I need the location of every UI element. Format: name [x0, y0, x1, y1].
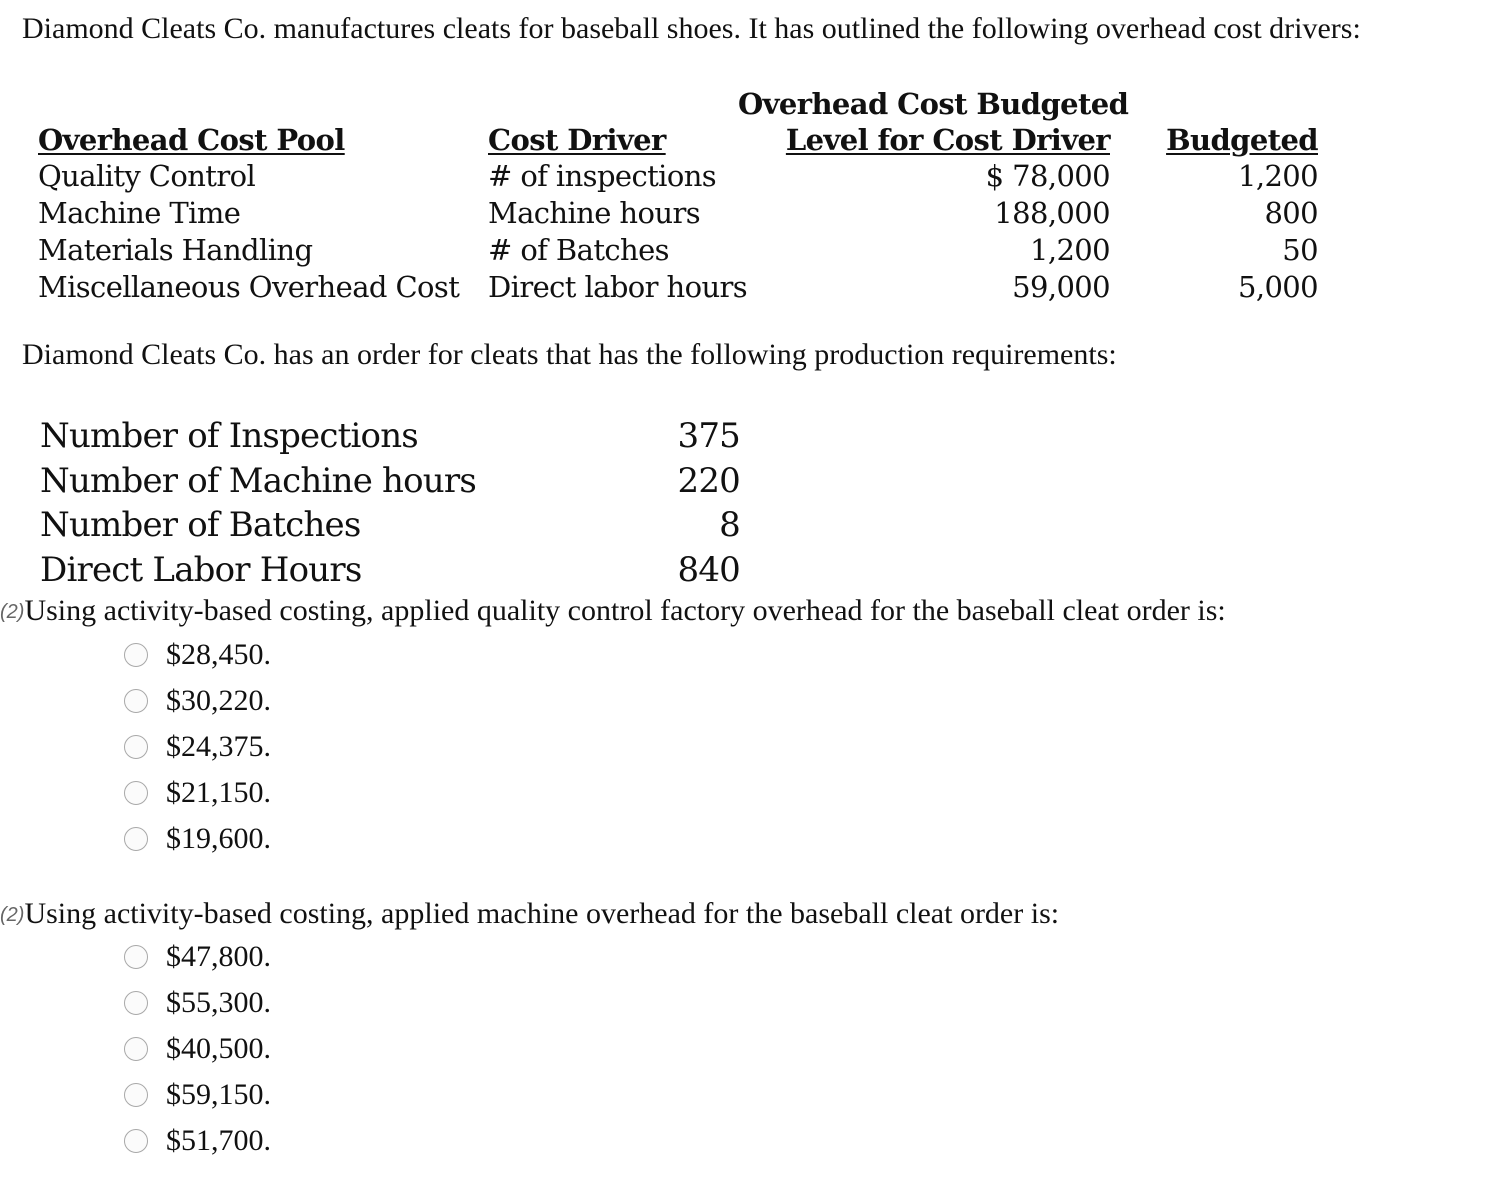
- option-label[interactable]: $21,150.: [166, 776, 271, 809]
- requirement-label: Number of Machine hours: [40, 460, 476, 501]
- header-level-line1: Overhead Cost Budgeted: [738, 87, 1129, 121]
- requirement-row: [40, 414, 740, 459]
- cell-level: 1,200: [1029, 233, 1110, 267]
- header-cost-driver: Cost Driver: [488, 123, 666, 157]
- option-label[interactable]: $28,450.: [166, 638, 271, 671]
- cell-pool: Quality Control: [38, 159, 256, 193]
- cell-level: $ 78,000: [985, 159, 1110, 193]
- radio-button[interactable]: [124, 781, 148, 805]
- radio-button[interactable]: [124, 1129, 148, 1153]
- option-label[interactable]: $59,150.: [166, 1078, 271, 1111]
- radio-button[interactable]: [124, 945, 148, 969]
- question-1-options: [124, 632, 271, 862]
- cell-driver: Direct labor hours: [488, 270, 748, 304]
- radio-button[interactable]: [124, 689, 148, 713]
- answer-option[interactable]: [124, 816, 271, 862]
- header-overhead-cost-pool: Overhead Cost Pool: [38, 123, 345, 157]
- cell-budgeted: 5,000: [1237, 270, 1318, 304]
- question-points: (2): [0, 601, 25, 623]
- answer-option[interactable]: [124, 632, 271, 678]
- answer-option[interactable]: [124, 678, 271, 724]
- question-text: Using activity-based costing, applied quality control factory overhead for the baseball cleat order is:: [24, 594, 1226, 627]
- option-label[interactable]: $51,700.: [166, 1124, 271, 1157]
- cell-driver: Machine hours: [488, 196, 700, 230]
- overhead-cost-table: [38, 86, 1328, 306]
- column-budgeted-level: [738, 86, 1129, 306]
- cell-pool: Miscellaneous Overhead Cost: [38, 270, 460, 304]
- radio-button[interactable]: [124, 1037, 148, 1061]
- requirement-label: Number of Batches: [40, 505, 361, 545]
- column-overhead-cost-pool: [38, 86, 468, 306]
- question-2: [0, 897, 1059, 931]
- answer-option[interactable]: [124, 980, 271, 1026]
- requirement-value: 375: [677, 416, 740, 456]
- question-points: (2): [0, 904, 25, 926]
- answer-option[interactable]: [124, 934, 271, 980]
- option-label[interactable]: $47,800.: [166, 940, 271, 973]
- option-label[interactable]: $19,600.: [166, 822, 271, 855]
- option-label[interactable]: $40,500.: [166, 1032, 271, 1065]
- cell-budgeted: 800: [1264, 196, 1318, 230]
- requirement-value: 840: [677, 549, 740, 590]
- cell-level: 188,000: [994, 196, 1110, 230]
- answer-option[interactable]: [124, 1026, 271, 1072]
- requirement-label: Direct Labor Hours: [40, 549, 362, 590]
- cell-pool: Machine Time: [38, 196, 241, 230]
- radio-button[interactable]: [124, 827, 148, 851]
- requirement-label: Number of Inspections: [40, 416, 418, 456]
- radio-button[interactable]: [124, 991, 148, 1015]
- answer-option[interactable]: [124, 724, 271, 770]
- cell-driver: # of inspections: [488, 159, 717, 193]
- intro-text: Diamond Cleats Co. manufactures cleats for baseball shoes. It has outlined the following overhead cost drivers:: [22, 12, 1361, 45]
- radio-button[interactable]: [124, 735, 148, 759]
- requirement-row: [40, 459, 740, 504]
- requirement-value: 220: [677, 460, 740, 501]
- option-label[interactable]: $55,300.: [166, 986, 271, 1019]
- cell-pool: Materials Handling: [38, 233, 313, 267]
- requirement-row: [40, 548, 740, 593]
- answer-option[interactable]: [124, 1118, 271, 1164]
- answer-option[interactable]: [124, 770, 271, 816]
- cell-budgeted: 50: [1282, 233, 1318, 267]
- header-level-line2: Level for Cost Driver: [785, 123, 1110, 157]
- cell-level: 59,000: [1012, 270, 1110, 304]
- radio-button[interactable]: [124, 643, 148, 667]
- header-budgeted: Budgeted: [1166, 123, 1318, 157]
- question-text: Using activity-based costing, applied machine overhead for the baseball cleat order is:: [24, 897, 1060, 930]
- cell-budgeted: 1,200: [1237, 159, 1318, 193]
- order-intro-text: Diamond Cleats Co. has an order for cleats that has the following production requirements:: [22, 338, 1117, 371]
- requirement-row: [40, 503, 740, 548]
- radio-button[interactable]: [124, 1083, 148, 1107]
- option-label[interactable]: $30,220.: [166, 684, 271, 717]
- question-1: [0, 594, 1226, 628]
- question-2-options: [124, 934, 271, 1164]
- production-requirements-table: [40, 414, 740, 592]
- column-budgeted: [1148, 86, 1318, 306]
- answer-option[interactable]: [124, 1072, 271, 1118]
- option-label[interactable]: $24,375.: [166, 730, 271, 763]
- requirement-value: 8: [719, 505, 740, 545]
- cell-driver: # of Batches: [488, 233, 669, 267]
